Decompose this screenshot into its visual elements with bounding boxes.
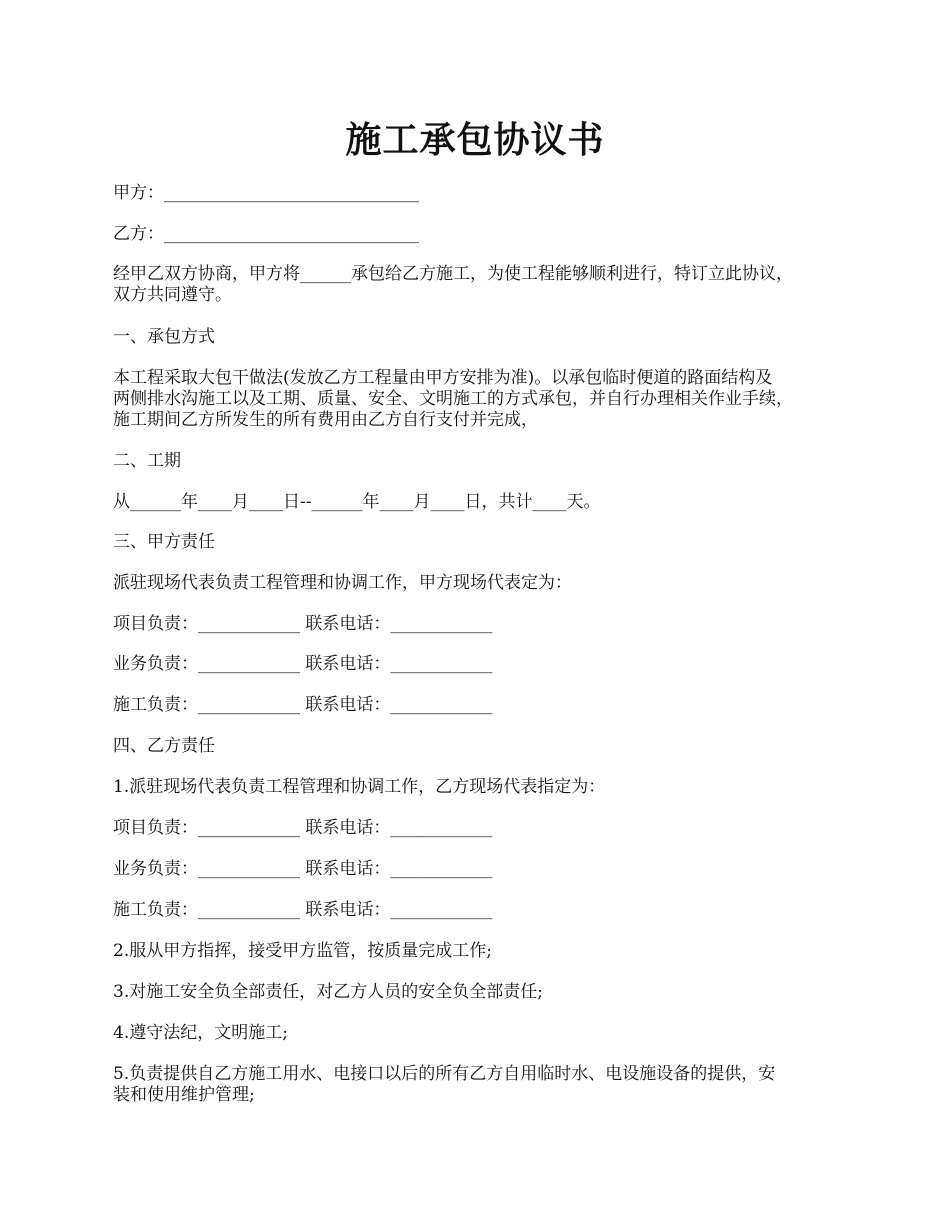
section-1-line-3: 施工期间乙方所发生的所有费用由乙方自行支付并完成， [113, 410, 538, 430]
section-4-item-5-line-2: 装和使用维护管理; [113, 1085, 255, 1105]
section-4-item-1: 1.派驻现场代表负责工程管理和协调工作，乙方现场代表指定为： [113, 777, 606, 797]
section-4-item-5 [113, 1064, 853, 1106]
intro-paragraph [113, 264, 853, 306]
section-1-paragraph [113, 368, 853, 431]
section-4-project-lead-row: 项目负责：____________ 联系电话：____________ [113, 818, 493, 838]
section-3-construction-lead-row: 施工负责：____________ 联系电话：____________ [113, 695, 493, 715]
party-b-line: 乙方：______________________________ [113, 224, 419, 244]
section-4-item-2: 2.服从甲方指挥，接受甲方监管，按质量完成工作; [113, 941, 492, 961]
section-3-project-lead-row: 项目负责：____________ 联系电话：____________ [113, 614, 493, 634]
section-4-business-lead-row: 业务负责：____________ 联系电话：____________ [113, 859, 493, 879]
section-3-intro: 派驻现场代表负责工程管理和协调工作，甲方现场代表定为： [113, 573, 572, 593]
section-4-heading: 四、乙方责任 [113, 736, 215, 756]
document-title: 施工承包协议书 [345, 119, 605, 161]
section-4-item-4: 4.遵守法纪，文明施工; [113, 1023, 288, 1043]
section-3-heading: 三、甲方责任 [113, 532, 215, 552]
section-4-construction-lead-row: 施工负责：____________ 联系电话：____________ [113, 900, 493, 920]
section-3-business-lead-row: 业务负责：____________ 联系电话：____________ [113, 654, 493, 674]
section-1-heading: 一、承包方式 [113, 327, 215, 347]
section-1-line-2: 两侧排水沟施工以及工期、质量、安全、文明施工的方式承包，并自行办理相关作业手续， [113, 389, 793, 409]
intro-line-2: 双方共同遵守。 [113, 285, 232, 305]
section-4-item-3: 3.对施工安全负全部责任，对乙方人员的安全负全部责任; [113, 982, 543, 1002]
party-a-line: 甲方：______________________________ [113, 183, 419, 203]
section-2-heading: 二、工期 [113, 451, 181, 471]
intro-line-1: 经甲乙双方协商，甲方将______承包给乙方施工，为使工程能够顺利进行，特订立此协议， [113, 264, 793, 284]
section-1-line-1: 本工程采取大包干做法(发放乙方工程量由甲方安排为准)。以承包临时便道的路面结构及 [113, 368, 773, 388]
section-2-period: 从______年____月____日--______年____月____日，共计____天。 [113, 492, 601, 512]
section-4-item-5-line-1: 5.负责提供自乙方施工用水、电接口以后的所有乙方自用临时水、电设施设备的提供，安 [113, 1064, 776, 1084]
